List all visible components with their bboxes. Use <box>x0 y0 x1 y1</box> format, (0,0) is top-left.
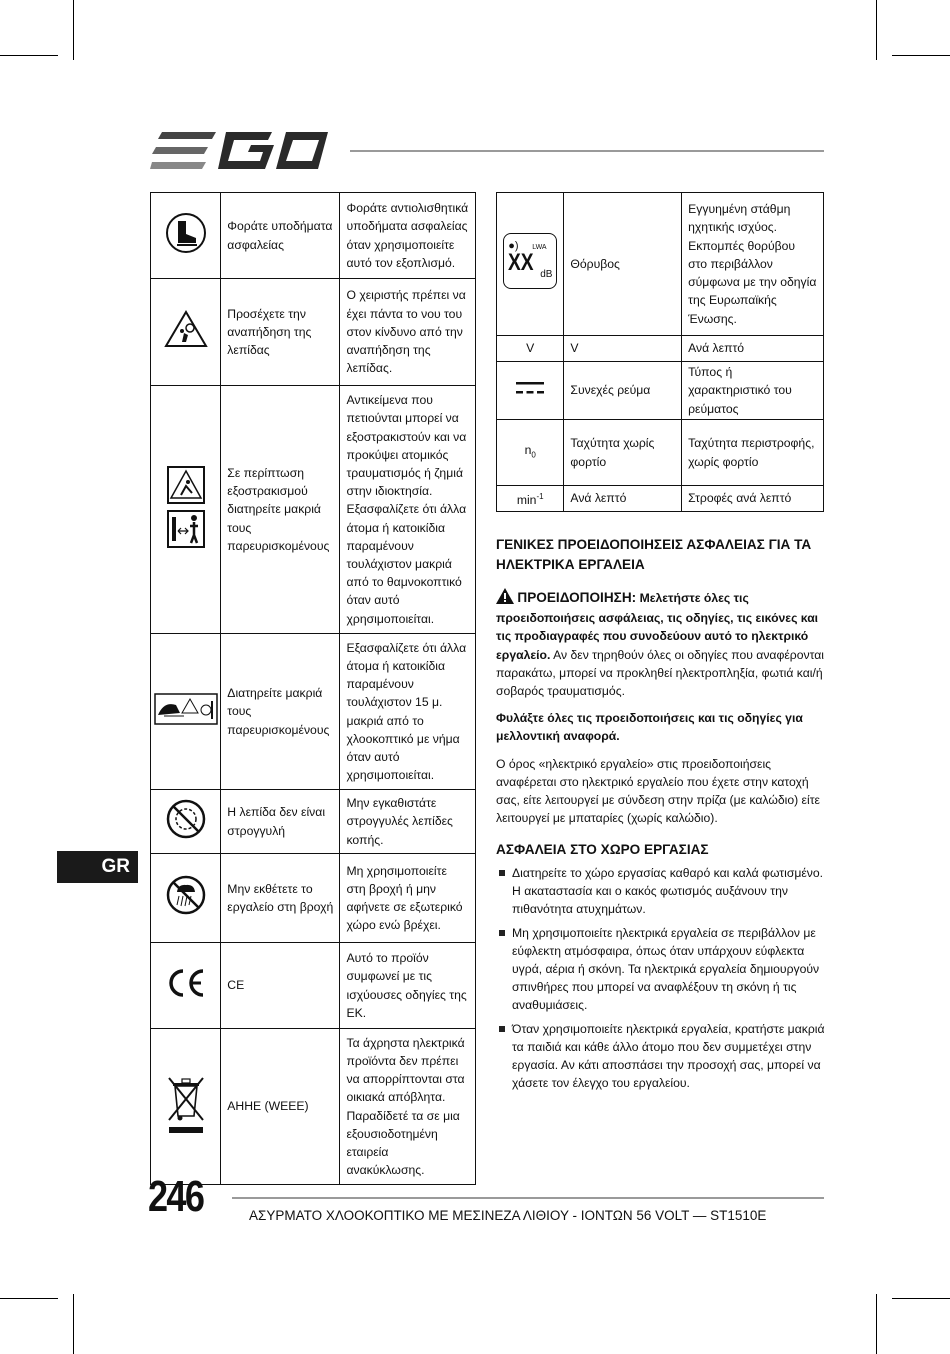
crop-mark <box>0 1298 58 1299</box>
bullet-icon <box>499 930 505 936</box>
noise-level-icon <box>503 233 557 289</box>
symbol-name: Θόρυβος <box>564 193 682 336</box>
noise-level-sub: LWA <box>532 244 547 252</box>
symbol-cell <box>151 1029 221 1185</box>
bullet-icon <box>499 1026 505 1032</box>
keep-instructions-note: Φυλάξτε όλες τις προειδοποιήσεις και τις οδηγίες για μελλοντική αναφορά. <box>496 711 803 744</box>
ego-logo <box>150 130 330 177</box>
symbol-description: Τύπος ή χαρακτηριστικό του ρεύματος <box>682 362 824 420</box>
symbol-description: Στροφές ανά λεπτό <box>682 486 824 512</box>
table-row <box>497 193 824 336</box>
weee-bin-icon <box>165 1123 207 1137</box>
page-number: 246 <box>148 1172 204 1221</box>
symbols-table-right <box>496 192 824 512</box>
no-load-speed-symbol <box>524 442 536 460</box>
symbol-cell <box>151 854 221 943</box>
symbol-description: Ο χειριστής πρέπει να έχει πάντα το νου του στον κίνδυνο από την αναπήδηση της λεπίδας. <box>340 279 476 386</box>
keep-15m-distance-icon <box>154 714 218 728</box>
volt-symbol: V <box>526 341 535 356</box>
symbol-description: Μη χρησιμοποιείτε στη βροχή ή μην αφήνετε σε εξωτερικό χώρο ενώ βρέχει. <box>340 854 476 943</box>
list-item <box>496 1020 826 1093</box>
table-row <box>151 1029 476 1185</box>
power-tool-definition: Ο όρος «ηλεκτρικό εργαλείο» στις προειδοποιήσεις αναφέρεται στο ηλεκτρικό εργαλείο που έχετε στην κατοχή σας, είτε λειτουργεί με σύνδεση στην πρίζα (με καλώδιο) είτε λειτουργεί με μπαταρίες (χωρίς καλώδιο). <box>496 756 820 826</box>
symbol-subscript: 0 <box>531 450 536 460</box>
symbol-cell <box>497 486 564 512</box>
symbol-name: Η λεπίδα δεν είναι στρογγυλή <box>221 790 340 854</box>
symbol-letter: n <box>524 442 532 457</box>
symbol-description: Τα άχρηστα ηλεκτρικά προϊόντα δεν πρέπει να απορρίπτονται στα οικιακά απόβλητα. Παραδίδετέ τα σε μια εξουσιοδοτημένη εταιρεία ανακύκλωσης. <box>340 1029 476 1185</box>
noise-level-unit: dB <box>540 269 553 281</box>
crop-mark <box>73 0 74 60</box>
symbol-description: Μην εγκαθιστάτε στρογγυλές λεπίδες κοπής. <box>340 790 476 854</box>
symbol-name: Φοράτε υποδήματα ασφαλείας <box>221 193 340 279</box>
symbol-name: CE <box>221 943 340 1029</box>
per-minute-symbol <box>517 493 544 507</box>
symbol-cell <box>151 279 221 386</box>
table-row <box>151 279 476 386</box>
symbol-superscript: -1 <box>536 491 544 501</box>
list-item <box>496 864 826 919</box>
table-row <box>497 420 824 486</box>
thrown-objects-bystanders-icon <box>166 538 206 552</box>
warning-label: ΠΡΟΕΙΔΟΠΟΙΗΣΗ: <box>517 590 637 605</box>
symbol-name: Ανά λεπτό <box>564 486 682 512</box>
crop-mark <box>876 1294 877 1354</box>
warning-text: Αν δεν τηρηθούν όλες οι οδηγίες που αναφέρονται παρακάτω, μπορεί να προκληθεί ηλεκτροπληξία, φωτιά και/ή σοβαρός τραυματισμός. <box>496 647 825 699</box>
footer-rule <box>232 1197 824 1199</box>
symbol-cell <box>497 193 564 336</box>
work-area-heading: ΑΣΦΑΛΕΙΑ ΣΤΟ ΧΩΡΟ ΕΡΓΑΣΙΑΣ <box>496 842 709 858</box>
table-row <box>151 943 476 1029</box>
warning-bold-text: Μελετήστε όλες τις προειδοποιήσεις ασφάλειας, τις οδηγίες, τις εικόνες και τις προδιαγραφές που συνοδεύουν αυτό το ηλεκτρικό εργαλείο. <box>496 591 819 662</box>
table-row <box>497 362 824 420</box>
symbol-cell <box>497 362 564 420</box>
symbol-name: Συνεχές ρεύμα <box>564 362 682 420</box>
symbol-cell <box>151 790 221 854</box>
symbol-cell <box>497 336 564 362</box>
list-item-text: Μη χρησιμοποιείτε ηλεκτρικά εργαλεία σε περιβάλλον με εύφλεκτη ατμόσφαιρα, όπως όταν υπάρχουν εύφλεκτα υγρά, αέρια ή σκόνη. Τα ηλεκτρικά εργαλεία δημιουργούν σπινθήρες που μπορεί να αναφλέξουν τη σκόνη ή τις αναθυμιάσεις. <box>512 925 820 1013</box>
list-item-text: Όταν χρησιμοποιείτε ηλεκτρικά εργαλεία, κρατήστε μακριά τα παιδιά και κάθε άλλο άτομο που δεν συμμετέχει στην εργασία. Αν κάτι αποσπάσει την προσοχή σας, μπορεί να χάσετε τον έλεγχο του εργαλείου. <box>512 1021 825 1091</box>
symbol-name: ΑΗΗΕ (WEEE) <box>221 1029 340 1185</box>
table-row <box>151 386 476 634</box>
symbol-cell <box>151 943 221 1029</box>
symbol-description: Εξασφαλίζετε ότι άλλα άτομα ή κατοικίδια παραμένουν τουλάχιστον 15 μ. μακριά από το χλοοκοπτικό με νήμα όταν αυτό χρησιμοποιείται. <box>340 634 476 790</box>
symbol-description: Εγγυημένη στάθμη ηχητικής ισχύος. Εκπομπές θορύβου στο περιβάλλον σύμφωνα με την οδηγία της Ευρωπαϊκής Ένωσης. <box>682 193 824 336</box>
symbol-description: Αντικείμενα που πετιούνται μπορεί να εξοστρακιστούν και να προκύψει ατομικός τραυματισμός ή ζημιά στην ιδιοκτησία. Εξασφαλίζετε ότι άλλα άτομα ή κατοικίδια παραμένουν τουλάχιστον μακριά από το θαμνοκοπτικό όταν αυτό χρησιμοποιείται. <box>340 386 476 634</box>
blade-bounce-warning-icon <box>164 338 208 352</box>
symbol-name: Προσέχετε την αναπήδηση της λεπίδας <box>221 279 340 386</box>
symbol-letter: min <box>516 492 537 507</box>
list-item-text: Διατηρείτε το χώρο εργασίας καθαρό και καλά φωτισμένο. Η ακαταστασία και ο κακός φωτισμός αυξάνουν την πιθανότητα ατυχημάτων. <box>512 865 824 917</box>
crop-mark <box>73 1294 74 1354</box>
table-row <box>151 634 476 790</box>
work-area-list <box>496 864 826 1092</box>
crop-mark <box>892 55 950 56</box>
symbol-description: Φοράτε αντιολισθητικά υποδήματα ασφαλείας όταν χρησιμοποιείτε αυτό τον εξοπλισμό. <box>340 193 476 279</box>
table-row <box>497 486 824 512</box>
safety-boots-icon <box>165 243 207 257</box>
symbol-cell <box>497 420 564 486</box>
crop-mark <box>876 0 877 60</box>
symbols-table-left <box>150 192 476 1185</box>
table-row <box>497 336 824 362</box>
no-rain-icon <box>166 904 206 918</box>
symbol-name: Ταχύτητα χωρίς φορτίο <box>564 420 682 486</box>
list-item <box>496 924 826 1015</box>
ce-mark-icon <box>165 988 207 1002</box>
footer-title: ΑΣΥΡΜΑΤΟ ΧΛΟΟΚΟΠΤΙΚΟ ΜΕ ΜΕΣΙΝΕΖΑ ΛΙΘΙΟΥ - ΙΟΝΤΩΝ 56 VOLT — ST1510E <box>249 1208 767 1223</box>
symbol-name: Μην εκθέτετε το εργαλείο στη βροχή <box>221 854 340 943</box>
warning-paragraph <box>496 588 826 700</box>
symbol-cell <box>151 193 221 279</box>
warning-triangle-icon <box>496 588 514 609</box>
symbol-name: V <box>564 336 682 362</box>
symbol-name: Διατηρείτε μακριά τους παρευρισκομένους <box>221 634 340 790</box>
symbol-cell <box>151 386 221 634</box>
crop-mark <box>0 55 58 56</box>
speaker-icon: ●) <box>508 240 519 253</box>
symbol-name: Σε περίπτωση εξοστρακισμού διατηρείτε μακριά τους παρευρισκομένους <box>221 386 340 634</box>
symbol-description: Αυτό το προϊόν συμφωνεί με τις ισχύουσες οδηγίες της ΕΚ. <box>340 943 476 1029</box>
bullet-icon <box>499 870 505 876</box>
direct-current-icon <box>515 385 545 399</box>
symbol-cell <box>151 634 221 790</box>
header-rule <box>350 150 824 152</box>
symbol-description: Ανά λεπτό <box>682 336 824 362</box>
noise-level-value: XX <box>508 249 534 277</box>
symbol-description: Ταχύτητα περιστροφής, χωρίς φορτίο <box>682 420 824 486</box>
table-row <box>151 790 476 854</box>
general-safety-heading: ΓΕΝΙΚΕΣ ΠΡΟΕΙΔΟΠΟΙΗΣΕΙΣ ΑΣΦΑΛΕΙΑΣ ΓΙΑ ΤΑ ΗΛΕΚΤΡΙΚΑ ΕΡΓΑΛΕΙΑ <box>496 537 812 572</box>
safety-text-column <box>496 535 826 1097</box>
table-row <box>151 854 476 943</box>
crop-mark <box>892 1298 950 1299</box>
table-row <box>151 193 476 279</box>
language-tab: GR <box>57 851 138 883</box>
no-round-blade-icon <box>166 828 206 842</box>
